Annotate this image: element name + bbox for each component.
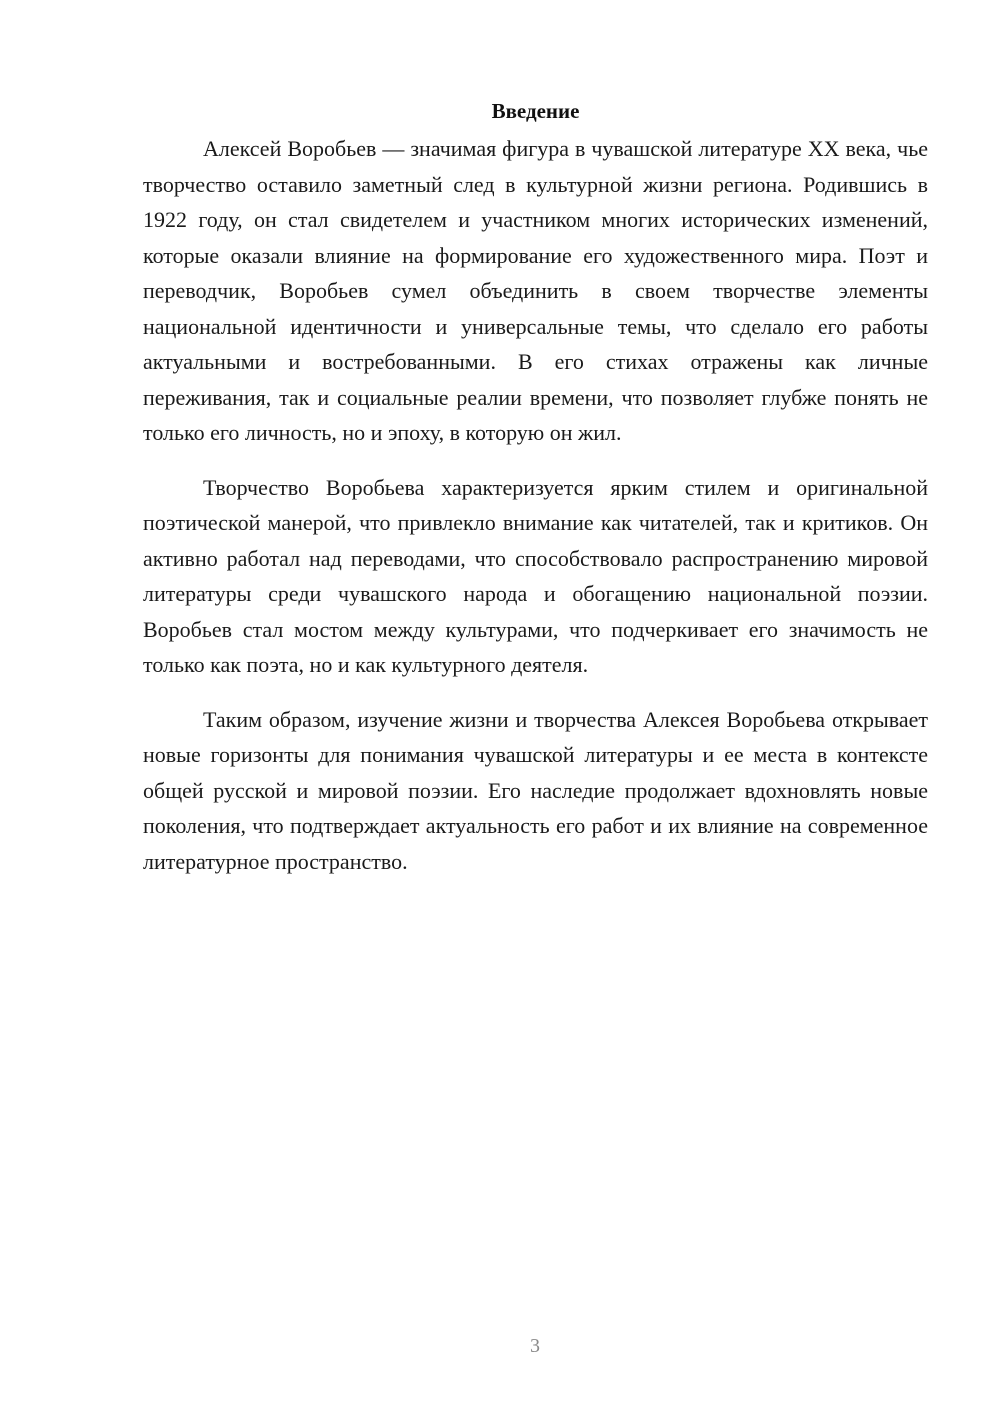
page-number: 3	[530, 1335, 540, 1357]
paragraph-style: Творчество Воробьева характеризуется ярким стилем и оригинальной поэтической манерой, что привлекло внимание как читателей, так и критиков. Он активно работал над переводами, что способствовало распространению мировой литературы среди чувашского народа и обогащению национальной поэзии. Воробьев стал мостом между культурами, что подчеркивает его значимость не только как поэта, но и как культурного деятеля.	[143, 474, 928, 677]
paragraph-conclusion: Таким образом, изучение жизни и творчества Алексея Воробьева открывает новые горизонты для понимания чувашской литературы и ее места в контексте общей русской и мировой поэзии. Его наследие продолжает вдохновлять новые поколения, что подтверждает актуальность его работ и их влияние на современное литературное пространство.	[143, 706, 928, 874]
page-body	[143, 96, 928, 898]
section-heading: Введение	[491, 99, 580, 123]
paragraph-intro: Алексей Воробьев — значимая фигура в чувашской литературе XX века, чье творчество оставило заметный след в культурной жизни региона. Родившись в 1922 году, он стал свидетелем и участником многих исторических изменений, которые оказали влияние на формирование его художественного мира. Поэт и переводчик, Воробьев сумел объединить в своем творчестве элементы национальной идентичности и универсальные темы, что сделало его работы актуальными и востребованными. В его стихах отражены как личные переживания, так и социальные реалии времени, что позволяет глубже понять не только его личность, но и эпоху, в которую он жил.	[143, 136, 928, 445]
